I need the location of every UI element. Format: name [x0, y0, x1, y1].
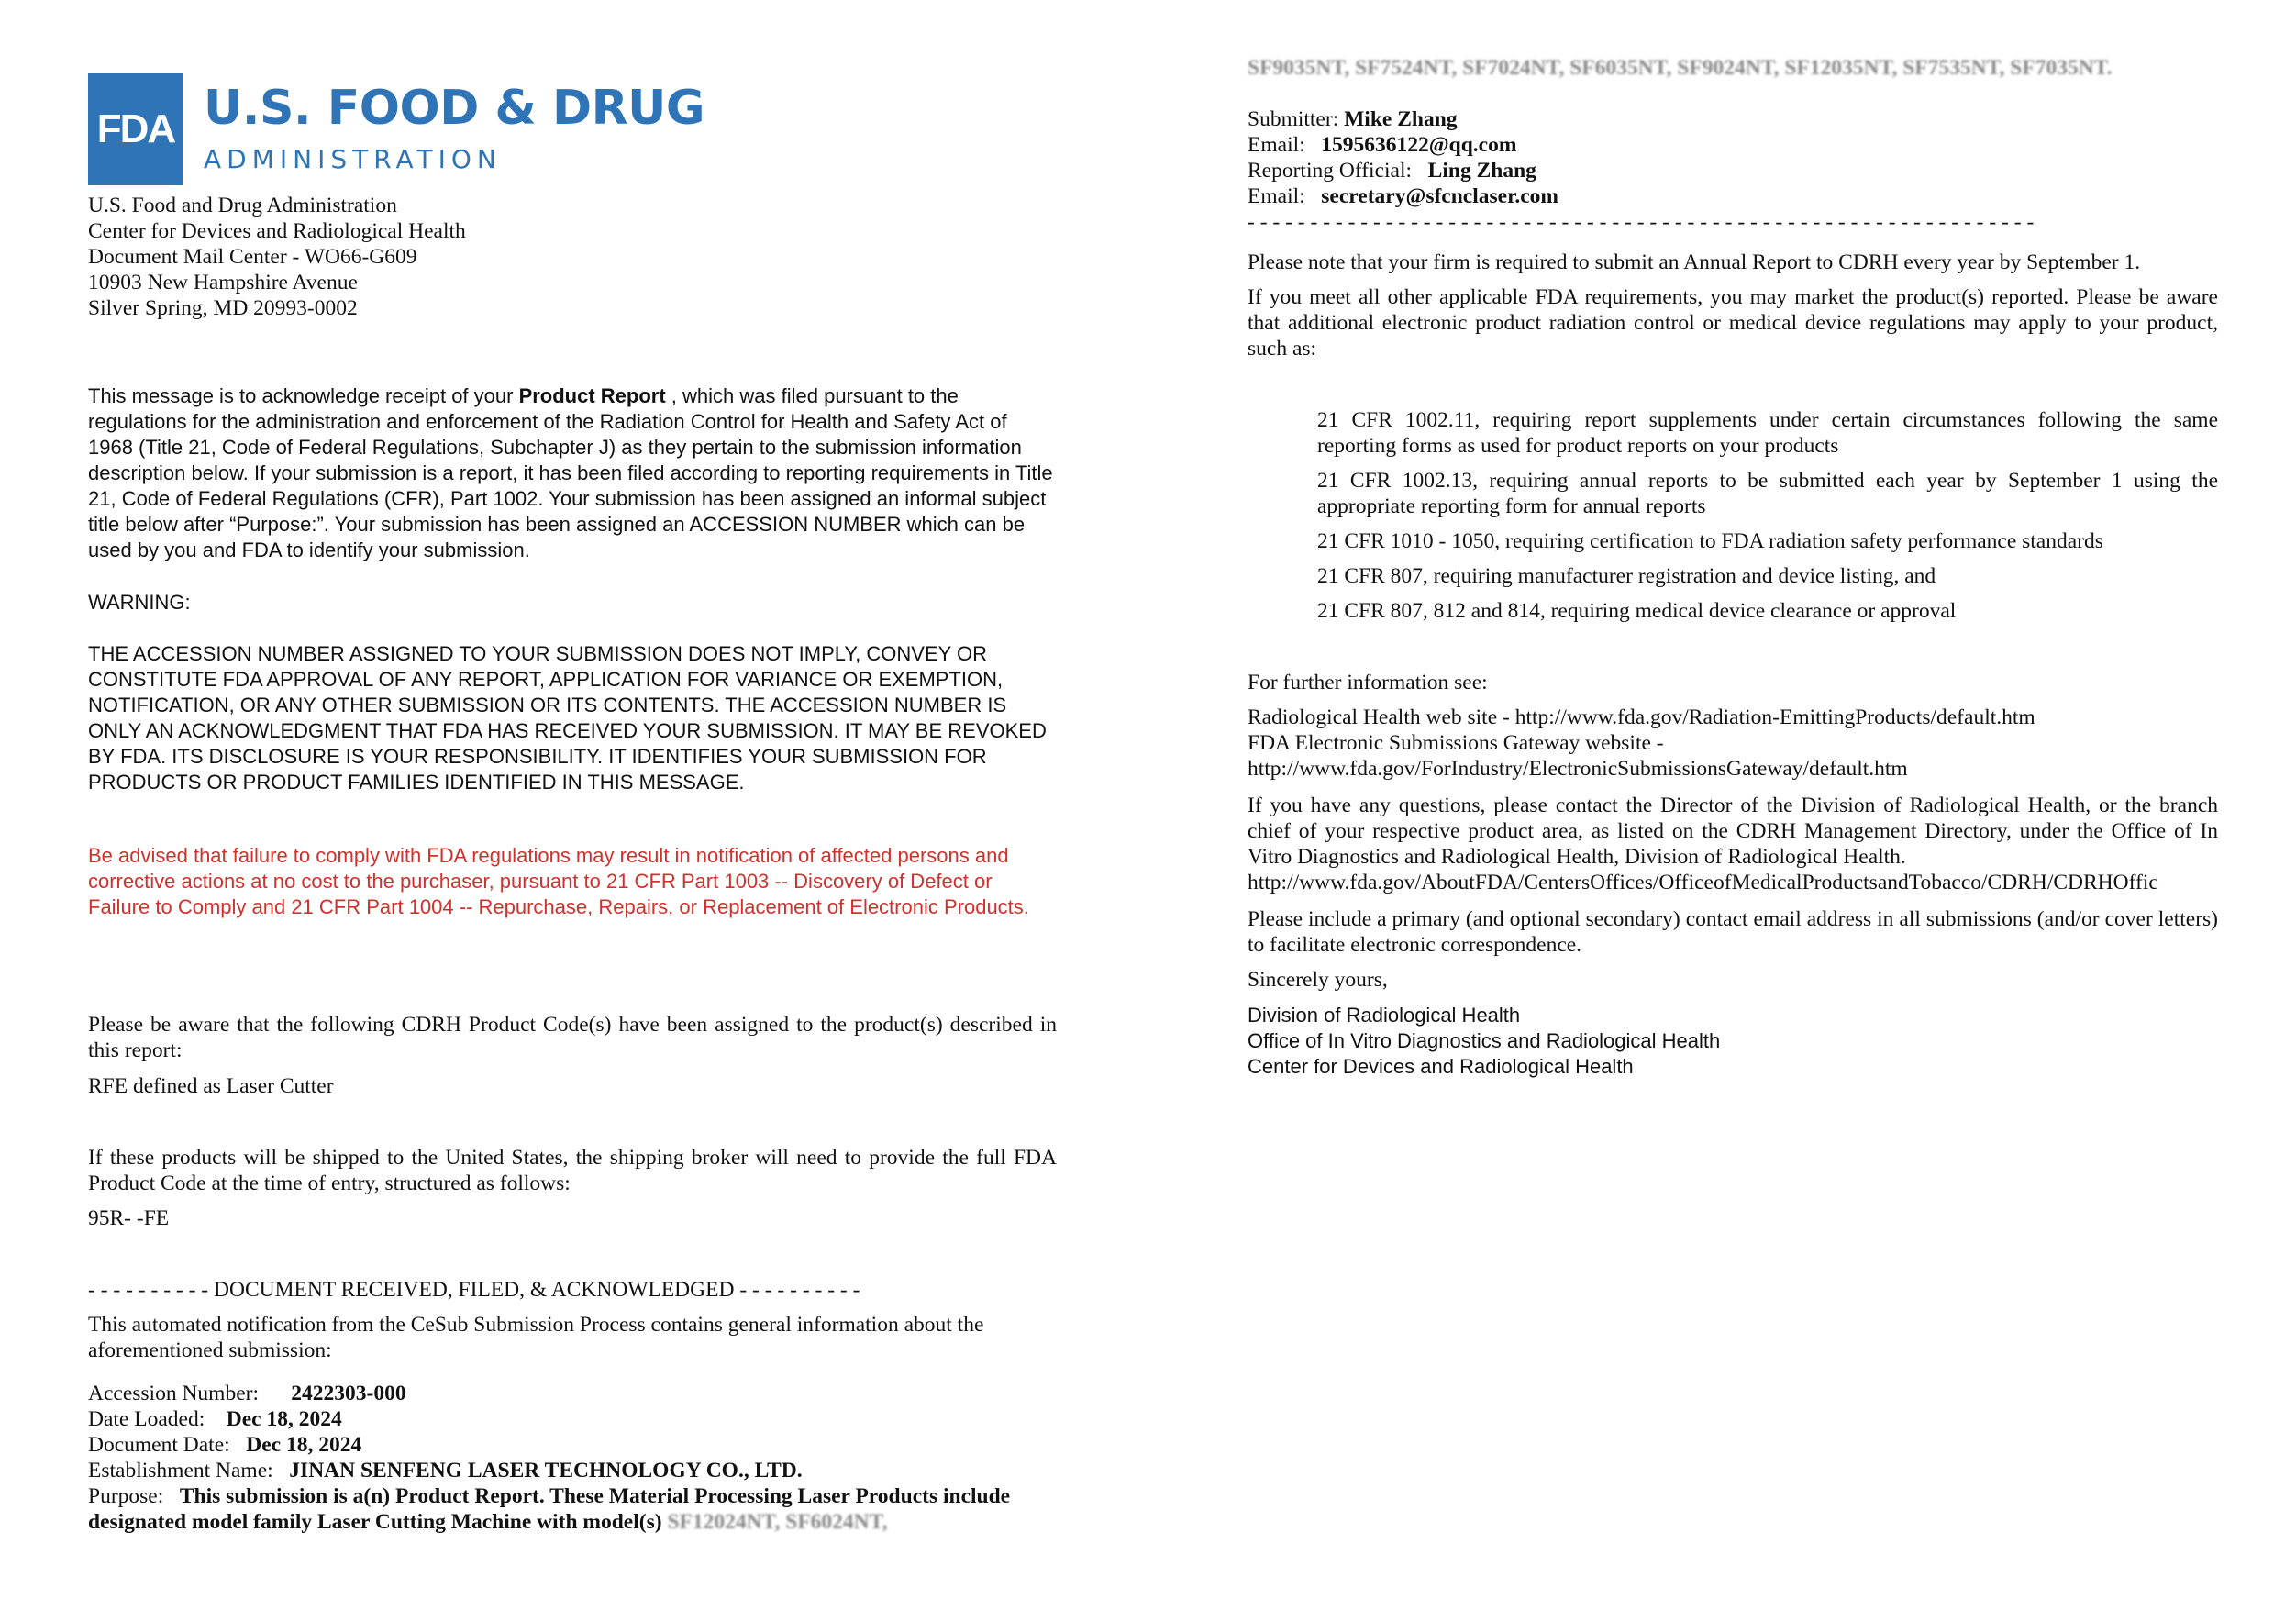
regulation-item: 21 CFR 1002.13, requiring annual reports to be submitted each year by September 1 using the appropriate reporting form for annual reports: [1317, 469, 2218, 518]
signature-line: Center for Devices and Radiological Health: [1248, 1055, 1634, 1078]
closing: Sincerely yours,: [1248, 968, 1388, 992]
warning-label: WARNING:: [88, 591, 191, 614]
logo-subtitle: ADMINISTRATION: [204, 144, 502, 174]
address-line: U.S. Food and Drug Administration: [88, 194, 397, 217]
market-note: If you meet all other applicable FDA requirements, you may market the product(s) reported. Please be aware that additional electronic product radiation control or medical device regulations may apply to your product, such as:: [1248, 285, 2218, 361]
gateway-label: FDA Electronic Submissions Gateway website -: [1248, 731, 1664, 755]
email-row: Email: 1595636122@qq.com: [1248, 133, 1517, 157]
advisory-text: Be advised that failure to comply with FDA regulations may result in notification of affected persons and corrective actions at no cost to the purchaser, pursuant to 21 CFR Part 1003 -- Discovery of Defect or Failure to Comply and 21 CFR Part 1004 -- Repurchase, Repairs, or Replacement of Electronic Products.: [88, 844, 1029, 918]
gateway-link[interactable]: http://www.fda.gov/ForIndustry/ElectronicSubmissionsGateway/default.htm: [1248, 757, 1908, 781]
intro-paragraph: This message is to acknowledge receipt of your Product Report , which was filed pursuant to the regulations for the administration and enforcement of the Radiation Control for Health and Safety Act of 1968 (Title 21, Code of Federal Regulations, Subchapter J) as they pertain to the submission information description below. If your submission is a report, it has been filed according to reporting requirements in Title 21, Code of Federal Regulations (CFR), Part 1002. Your submission has been assigned an informal subject title below after “Purpose:”. Your submission has been assigned an ACCESSION NUMBER which can be used by you and FDA to identify your submission.: [88, 384, 1053, 561]
questions-paragraph: If you have any questions, please contact the Director of the Division of Radiological Health, or the branch chief of your respective product area, as listed on the CDRH Management Directory, under the Office of In Vitro Diagnostics and Radiological Health, Division of Radiological Health.: [1248, 794, 2218, 869]
regulation-item: 21 CFR 807, requiring manufacturer registration and device listing, and: [1317, 564, 1936, 588]
address-line: 10903 New Hampshire Avenue: [88, 271, 358, 294]
radiological-health-link[interactable]: Radiological Health web site - http://www.fda.gov/Radiation-EmittingProducts/default.htm: [1248, 705, 2035, 729]
email-row: Email: secretary@sfcnclaser.com: [1248, 184, 1558, 208]
submitter-row: Submitter: Mike Zhang: [1248, 107, 1458, 131]
received-line: - - - - - - - - - - DOCUMENT RECEIVED, FILED, & ACKNOWLEDGED - - - - - - - - - -: [88, 1278, 860, 1302]
shipping-text: If these products will be shipped to the United States, the shipping broker will need to provide the full FDA Product Code at the time of entry, structured as follows:: [88, 1146, 1057, 1195]
fda-logo-box: FDA: [88, 73, 183, 185]
redacted-models-continued: SF9035NT, SF7524NT, SF7024NT, SF6035NT, SF9024NT, SF12035NT, SF7535NT, SF7035NT.: [1248, 56, 2113, 80]
logo-title: U.S. FOOD & DRUG: [204, 81, 705, 136]
fda-logo: [88, 73, 704, 185]
product-code-value: RFE defined as Laser Cutter: [88, 1074, 334, 1098]
address-line: Document Mail Center - WO66-G609: [88, 245, 417, 269]
divider: - - - - - - - - - - - - - - - - - - - - - - - - - - - - - - - - - - - - - - - - - - - - - - - - - - - - - - - - - - - - - - -: [1248, 210, 2035, 234]
warning-text: THE ACCESSION NUMBER ASSIGNED TO YOUR SUBMISSION DOES NOT IMPLY, CONVEY OR CONSTITUTE FDA APPROVAL OF ANY REPORT, APPLICATION FOR VARIANCE OR EXEMPTION, NOTIFICATION, OR ANY OTHER SUBMISSION OR ITS CONTENTS. THE ACCESSION NUMBER IS ONLY AN ACKNOWLEDGMENT THAT FDA HAS RECEIVED YOUR SUBMISSION. IT MAY BE REVOKED BY FDA. ITS DISCLOSURE IS YOUR RESPONSIBILITY. IT IDENTIFIES YOUR SUBMISSION FOR PRODUCTS OR PRODUCT FAMILIES IDENTIFIED IN THIS MESSAGE.: [88, 642, 1047, 794]
annual-report-note: Please note that your firm is required to submit an Annual Report to CDRH every year by September 1.: [1248, 250, 2141, 274]
signature-line: Division of Radiological Health: [1248, 1004, 1521, 1027]
address-block: [88, 193, 1057, 321]
address-line: Center for Devices and Radiological Health: [88, 219, 466, 243]
signature-block: [1248, 1003, 2218, 1080]
submission-details: [88, 1381, 1057, 1535]
regulation-item: 21 CFR 1002.11, requiring report supplements under certain circumstances following the same reporting forms as used for product reports on your products: [1317, 408, 2218, 458]
notification-text: This automated notification from the CeSub Submission Process contains general information about the aforementioned submission:: [88, 1313, 984, 1362]
management-directory-link[interactable]: http://www.fda.gov/AboutFDA/CentersOffices/OfficeofMedicalProductsandTobacco/CDRH/CDRHOffic: [1248, 871, 2158, 894]
regulation-item: 21 CFR 807, 812 and 814, requiring medical device clearance or approval: [1317, 599, 1957, 623]
signature-line: Office of In Vitro Diagnostics and Radiological Health: [1248, 1029, 1721, 1052]
purpose-row: Purpose: This submission is a(n) Product Report. These Material Processing Laser Products include designated model family Laser Cutting Machine with model(s) SF12024NT, SF6024NT,: [88, 1484, 1011, 1534]
product-code-text: Please be aware that the following CDRH Product Code(s) have been assigned to the product(s) described in this report:: [88, 1013, 1057, 1062]
official-row: Reporting Official: Ling Zhang: [1248, 159, 1536, 183]
email-note: Please include a primary (and optional secondary) contact email address in all submissions (and/or cover letters) to facilitate electronic correspondence.: [1248, 907, 2218, 957]
address-line: Silver Spring, MD 20993-0002: [88, 296, 358, 320]
date-loaded-row: Date Loaded: Dec 18, 2024: [88, 1407, 342, 1431]
shipping-code: 95R- -FE: [88, 1206, 170, 1230]
establishment-row: Establishment Name: JINAN SENFENG LASER TECHNOLOGY CO., LTD.: [88, 1459, 803, 1482]
further-info-label: For further information see:: [1248, 671, 1488, 694]
document-date-row: Document Date: Dec 18, 2024: [88, 1433, 362, 1457]
accession-number: 2422303-000: [291, 1382, 406, 1405]
contact-block: [1248, 106, 2218, 235]
links-block: [1248, 705, 2218, 782]
redacted-models: SF12024NT, SF6024NT,: [667, 1510, 888, 1534]
accession-row: Accession Number: 2422303-000: [88, 1382, 406, 1405]
regulation-item: 21 CFR 1010 - 1050, requiring certification to FDA radiation safety performance standards: [1317, 529, 2103, 553]
regulations-list: [1248, 407, 2218, 624]
